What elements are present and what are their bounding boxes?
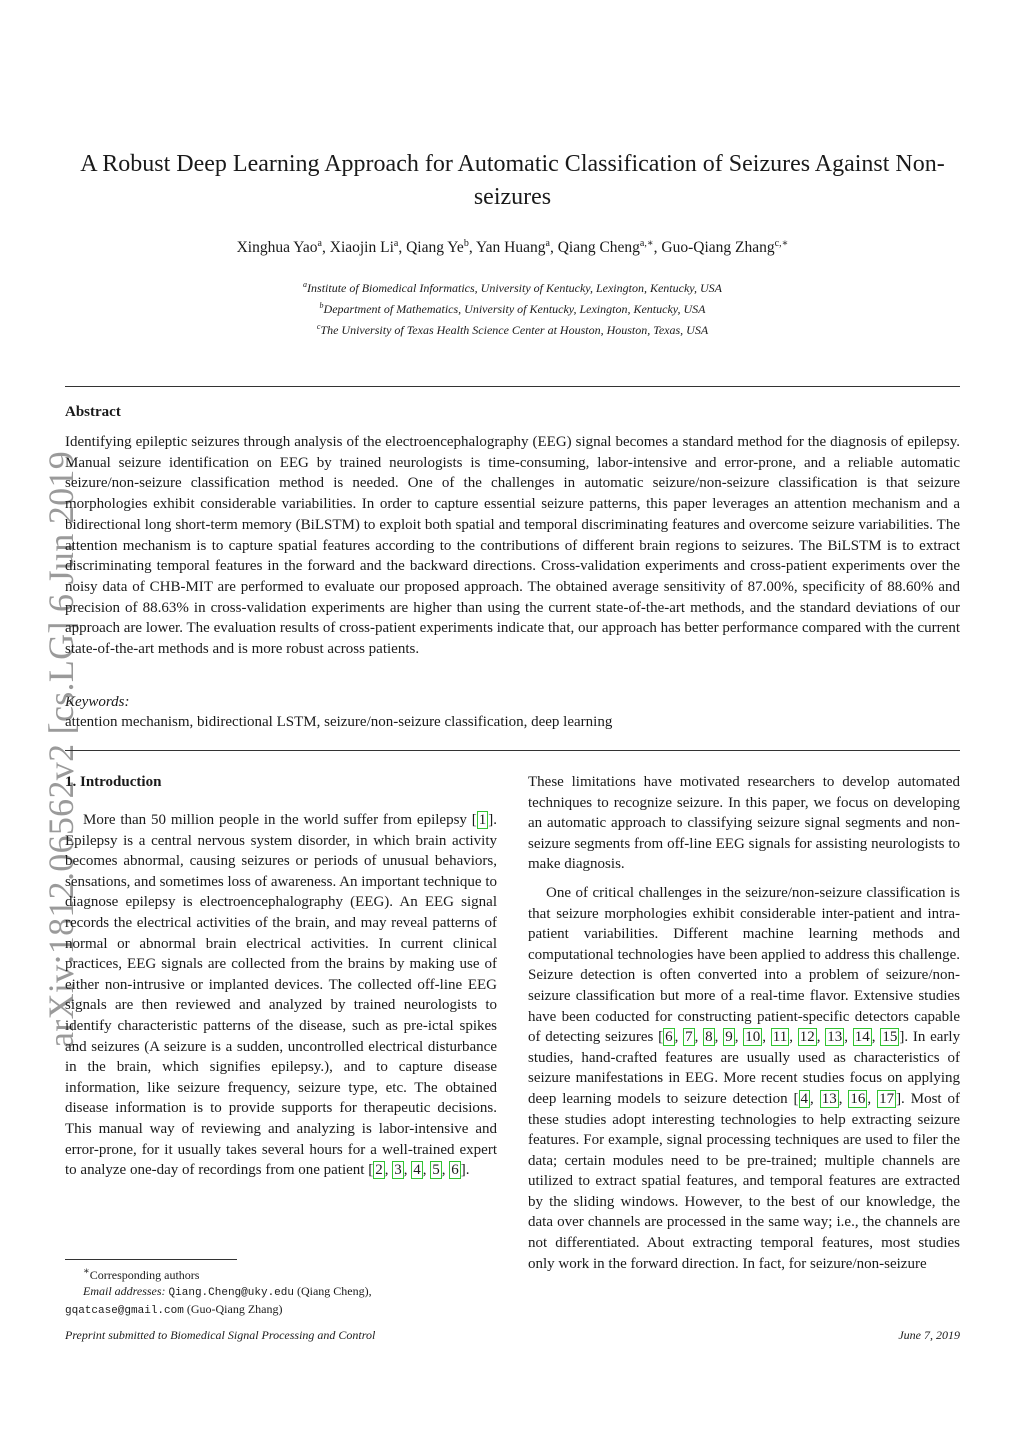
affiliation-text: Institute of Biomedical Informatics, University of Kentucky, Lexington, Kentucky, USA <box>307 281 722 295</box>
footnote-divider <box>65 1259 237 1260</box>
keywords-label: Keywords: <box>65 694 130 710</box>
paragraph-text: , <box>403 1162 412 1179</box>
paragraph-text: , <box>674 1029 684 1046</box>
paragraph-text: , <box>838 1090 849 1107</box>
paragraph-text: , <box>810 1090 820 1107</box>
footnote-star: ∗ <box>83 1266 90 1277</box>
citation-link[interactable]: 7 <box>685 1029 693 1046</box>
keywords-text: attention mechanism, bidirectional LSTM, seizure/non-seizure classification, deep learning <box>65 714 613 730</box>
email-link-zhang[interactable]: gqatcase@gmail.com <box>65 1305 184 1317</box>
preprint-date: June 7, 2019 <box>898 1328 960 1342</box>
abstract-divider <box>65 750 960 751</box>
author-affiliation-mark[interactable]: a,∗ <box>639 238 654 249</box>
citation-link[interactable]: 11 <box>772 1029 788 1046</box>
author-affiliation-mark[interactable]: a <box>317 238 322 249</box>
affiliation-line <box>65 297 960 318</box>
citation-link[interactable]: 6 <box>665 1029 673 1046</box>
citation-link[interactable]: 8 <box>705 1029 713 1046</box>
author-affiliation-mark[interactable]: a <box>545 238 550 249</box>
paragraph-text: More than 50 million people in the world suffer from epilepsy [ <box>83 812 477 828</box>
footnote <box>65 1264 497 1319</box>
paragraph-text: , <box>762 1029 771 1046</box>
intro-paragraph-2 <box>528 772 960 875</box>
paragraph-text: ]. <box>460 1162 470 1179</box>
paragraph-text: , <box>816 1029 826 1046</box>
citation-link[interactable]: 4 <box>413 1162 421 1179</box>
paragraph-text: ]. Epilepsy is a central nervous system disorder, in which brain activity becomes abnormal, causing seizures or periods of unusual behaviors, sensations, and sometimes loss of awareness. An important technique to diagnose epilepsy is electroencephalography (EEG). An EEG signal records the electrical activities of the brain, and may reveal patterns of normal or abnormal brain electrical activities. In current clinical practices, EEG signals are collected from the brains by making use of either non-intrusive or implanted devices. The collected off-line EEG signals are then reviewed and analyzed by trained neurologists to identify characteristic patterns of the disease, such as pre-ictal spikes and seizures (A seizure is a sudden, uncontrolled electrical disturbance in the brain, which signifies epilepsy.), and to capture disease information, like seizure frequency, seizure type, etc. The obtained disease information is to provide supports for therapeutic decisions. This manual way of reviewing and analyzing is labor-intensive and error-prone, for it usually takes several hours for a well-trained expert to analyze one-day of recordings from one patient [ <box>65 812 498 1179</box>
paragraph-text: , <box>789 1029 798 1046</box>
author-name: Yan Huang <box>476 239 546 257</box>
paragraph-text: One of critical challenges in the seizure/non-seizure classification is that seizure morphologies exhibit considerable inter-patient and intra-patient variabilities. Different machine learning methods and computational technologies have been applied to address this challenge. Seizure detection is often converted into a problem of seizure/non-seizure classification but more of a real-time flavor. Extensive studies have been coducted for constructing patient-specific detectors capable of detecting seizures [ <box>528 884 960 1046</box>
preprint-note: Preprint submitted to Biomedical Signal Processing and Control <box>65 1328 376 1342</box>
affiliation-text: The University of Texas Health Science Center at Houston, Houston, Texas, USA <box>320 323 709 337</box>
arxiv-identifier[interactable]: arXiv:1812.06562v2 [cs.LG] 6 Jun 2019 <box>41 450 81 1048</box>
citation-link[interactable]: 13 <box>827 1029 843 1046</box>
intro-paragraph-3 <box>528 883 960 1274</box>
affiliation-mark: b <box>319 301 324 310</box>
author-name: Qiang Cheng <box>557 239 640 257</box>
author-list: Xinghua Yao$^a$, Xiaojin Li$^a$, Qiang Ye$^b$, Yan Huang$^a$, Qiang Cheng$^{a,∗}$, Guo-Qiang Zhang$^{c,∗}$ <box>236 238 789 257</box>
author-affiliation-mark[interactable]: c,∗ <box>774 238 789 249</box>
citation-link[interactable]: 6 <box>451 1162 459 1179</box>
author-affiliation-mark[interactable]: b <box>463 238 469 249</box>
citation-link[interactable]: 4 <box>800 1090 808 1107</box>
author-name: Xiaojin Li <box>329 239 394 257</box>
citation-link[interactable]: 13 <box>821 1090 837 1107</box>
section-heading-introduction: 1. Introduction <box>65 774 162 790</box>
citation-link[interactable]: 17 <box>879 1090 895 1107</box>
affiliation-line <box>65 318 960 339</box>
citation-link[interactable]: 10 <box>745 1029 761 1046</box>
paragraph-text: , <box>694 1029 704 1046</box>
citation-link[interactable]: 12 <box>799 1029 815 1046</box>
affiliation-list <box>65 276 960 339</box>
citation-link[interactable]: 16 <box>850 1090 866 1107</box>
paragraph-text: , <box>871 1029 881 1046</box>
paragraph-text: , <box>844 1029 853 1046</box>
paragraph-text: , <box>714 1029 724 1046</box>
email-owner-zhang: (Guo-Qiang Zhang) <box>186 1302 283 1316</box>
paragraph-text: ]. In early studies, hand-crafted features are usually used as characteristics of seizure manifestations in EEG. More recent studies focus on applying deep learning models to seizure detection [ <box>528 1029 961 1107</box>
paper-title: A Robust Deep Learning Approach for Automatic Classification of Seizures Against Non-seizures <box>80 151 945 210</box>
affiliation-line <box>65 276 960 297</box>
paragraph-text: , <box>867 1090 878 1107</box>
email-label: Email addresses: <box>83 1284 166 1298</box>
affiliation-mark: a <box>303 280 308 289</box>
top-divider <box>65 386 960 387</box>
paragraph-text: These limitations have motivated researchers to develop automated techniques to recognize seizure. In this paper, we focus on developing an automatic approach to classifying seizure signal segments and non-seizure segments from off-line EEG signals for assisting neurologists to make diagnosis. <box>528 774 960 873</box>
citation-link[interactable]: 9 <box>725 1029 733 1046</box>
corresponding-authors-note: Corresponding authors <box>89 1268 200 1282</box>
affiliation-mark: c <box>316 322 321 331</box>
author-affiliation-mark[interactable]: a <box>393 238 399 249</box>
citation-link[interactable]: 1 <box>478 812 487 828</box>
affiliation-text: Department of Mathematics, University of Kentucky, Lexington, Kentucky, USA <box>323 302 706 316</box>
citation-link[interactable]: 15 <box>882 1029 898 1046</box>
citation-link[interactable]: 3 <box>394 1162 402 1179</box>
paragraph-text: , <box>734 1029 744 1046</box>
email-owner-cheng: (Qiang Cheng), <box>296 1284 372 1298</box>
citation-link[interactable]: 5 <box>432 1162 440 1179</box>
citation-link[interactable]: 2 <box>375 1162 383 1179</box>
citation-link[interactable]: 14 <box>854 1029 870 1046</box>
intro-paragraph-1 <box>65 810 497 1181</box>
author-name: Guo-Qiang Zhang <box>661 239 775 257</box>
left-column <box>65 772 497 1181</box>
right-column <box>528 772 960 1274</box>
paragraph-text: , <box>441 1162 450 1179</box>
abstract-heading: Abstract <box>65 404 121 420</box>
paragraph-text: , <box>422 1162 431 1179</box>
email-link-cheng[interactable]: Qiang.Cheng@uky.edu <box>168 1287 294 1299</box>
author-name: Qiang Ye <box>406 239 464 257</box>
paragraph-text: , <box>384 1162 393 1179</box>
author-name: Xinghua Yao <box>236 239 318 257</box>
paragraph-text: ]. Most of these studies adopt interesting technologies to help extracting seizure features. For example, signal processing techniques are used to filer the data; certain modules need to be pre-trained; multiple channels are utilized to extract spatial features, and temporal features are extracted by the sliding windows. However, to the best of our knowledge, the data over channels are processed in the same way; i.e., the channels are not differentiated. About extracting temporal features, most studies only work in the forward direction. In fact, for seizure/non-seizure <box>528 1090 961 1272</box>
abstract-text: Identifying epileptic seizures through analysis of the electroencephalography (EEG) signal becomes a standard method for the diagnosis of epilepsy. Manual seizure identification on EEG by trained neurologists is time-consuming, labor-intensive and error-prone, and a reliable automatic seizure/non-seizure classification method is needed. One of the challenges in automatic seizure/non-seizure classification is that seizure morphologies exhibit considerable variabilities. In order to capture essential seizure patterns, this paper leverages an attention mechanism and a bidirectional long short-term memory (BiLSTM) to exploit both spatial and temporal discriminating features and overcome seizure variabilities. The attention mechanism is to capture spatial features according to the contributions of different brain regions to seizures. The BiLSTM is to extract discriminating temporal features in the forward and the backward directions. Cross-validation experiments and cross-patient experiments over the noisy data of CHB-MIT are performed to evaluate our proposed approach. The obtained average sensitivity of 87.00%, specificity of 88.60% and precision of 88.63% in cross-validation experiments are higher than using the current state-of-the-art methods, and the standard deviations of our approach are lower. The evaluation results of cross-patient experiments indicate that, our approach has better performance compared with the current state-of-the-art methods and is more robust across patients. <box>65 434 960 658</box>
